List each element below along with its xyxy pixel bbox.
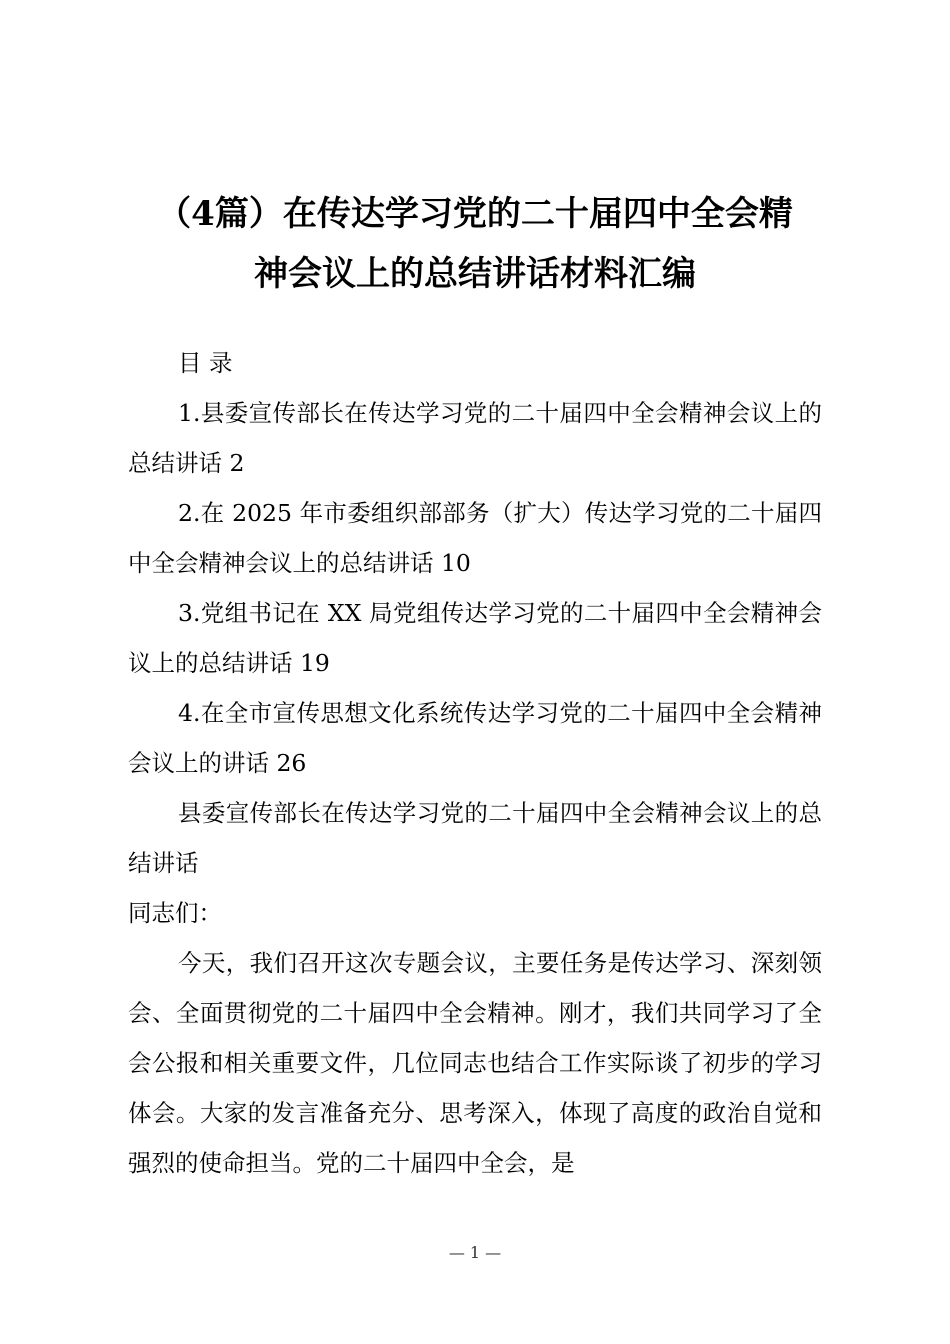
document-title [100,184,850,304]
salutation: 同志们： [128,899,222,927]
toc-item-4: 4.在全市宣传思想文化系统传达学习党的二十届四中全会精神会议上的讲话 26 [128,699,822,777]
toc-item-2: 2.在 2025 年市委组织部部务（扩大）传达学习党的二十届四中全会精神会议上的总结讲话 10 [128,499,822,577]
page-number: — 1 — [448,1243,502,1262]
toc-heading: 目 录 [178,349,233,377]
title-line-1: （4篇）在传达学习党的二十届四中全会精 [157,194,793,234]
body-paragraph: 今天，我们召开这次专题会议，主要任务是传达学习、深刻领会、全面贯彻党的二十届四中全会精神。刚才，我们共同学习了全会公报和相关重要文件，几位同志也结合工作实际谈了初步的学习体会。大家的发言准备充分、思考深入，体现了高度的政治自觉和强烈的使命担当。党的二十届四中全会，是 [128,949,822,1177]
title-line-2: 神会议上的总结讲话材料汇编 [254,254,696,294]
document-body [128,338,822,1188]
section-title: 县委宣传部长在传达学习党的二十届四中全会精神会议上的总结讲话 [128,799,822,877]
toc-item-1: 1.县委宣传部长在传达学习党的二十届四中全会精神会议上的总结讲话 2 [128,399,822,477]
toc-item-3: 3.党组书记在 XX 局党组传达学习党的二十届四中全会精神会议上的总结讲话 19 [128,599,822,677]
